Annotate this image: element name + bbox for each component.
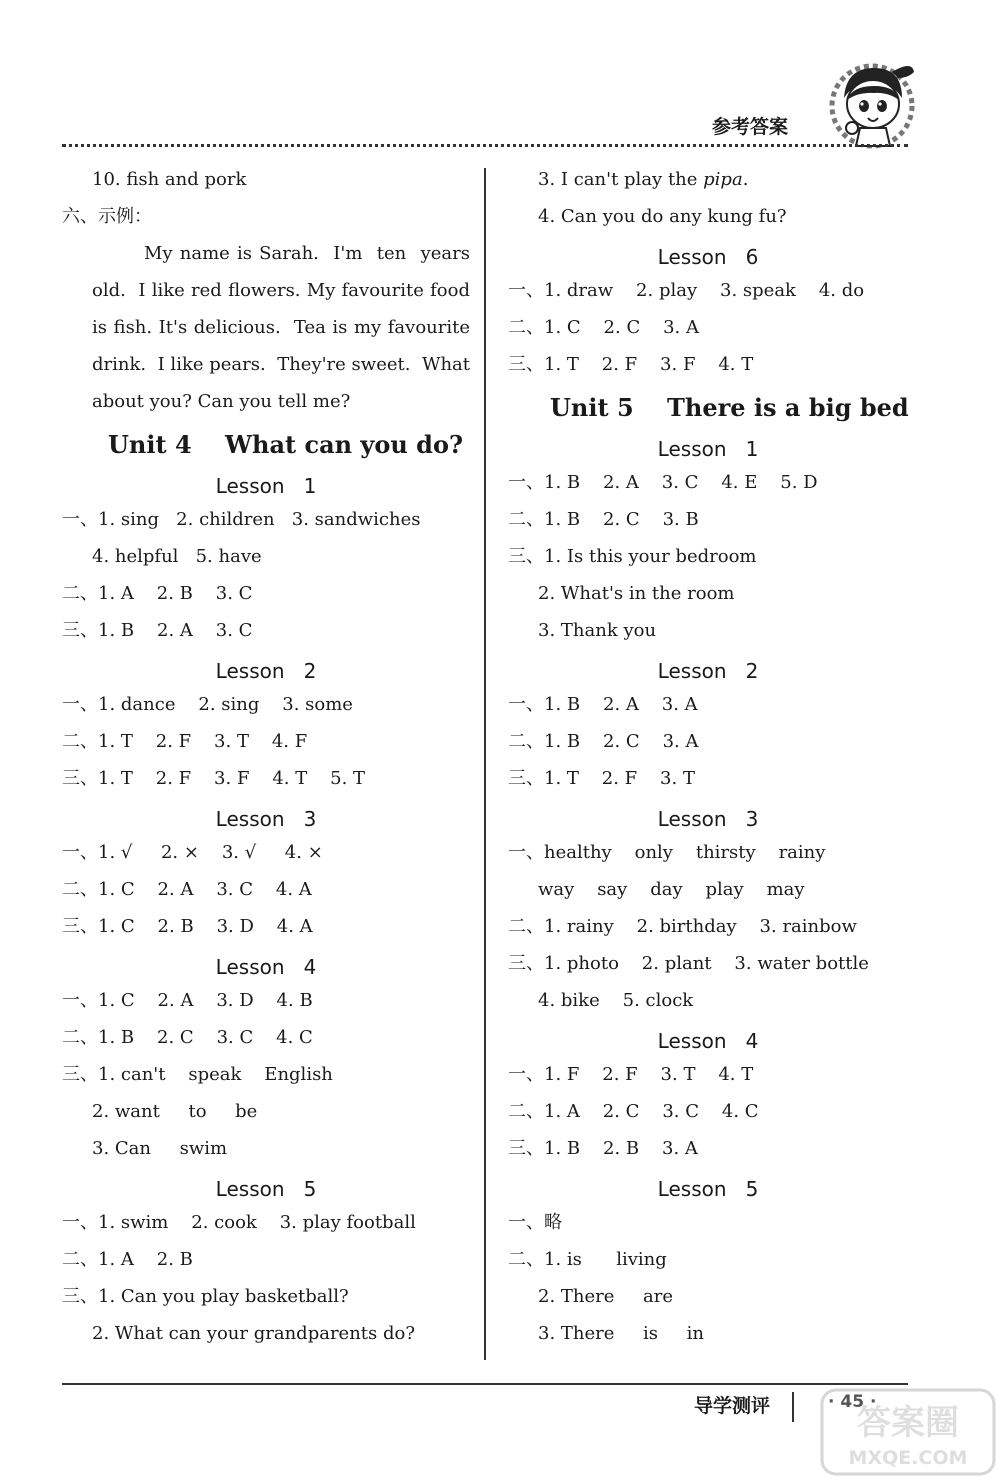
answer-line: 一、1. C 2. A 3. D 4. B: [62, 990, 313, 1011]
answer-line: 3. Thank you: [538, 620, 657, 641]
answer-line: 三、1. T 2. F 3. F 4. T 5. T: [62, 768, 366, 789]
answer-line: 2. What can your grandparents do?: [92, 1323, 416, 1344]
answer-line: 一、1. draw 2. play 3. speak 4. do: [508, 280, 865, 301]
answer-line: 三、1. B 2. B 3. A: [508, 1138, 698, 1159]
lesson-heading: Lesson 6: [657, 245, 759, 269]
answer-line: 三、1. photo 2. plant 3. water bottle: [508, 953, 869, 974]
answer-line: [508, 166, 908, 203]
lesson-heading: Lesson 3: [215, 807, 317, 831]
example-paragraph-line: old. I like red flowers. My favourite food: [92, 280, 470, 301]
watermark-url: MXQE.COM: [848, 1447, 968, 1469]
answer-line: 10. fish and pork: [92, 169, 247, 190]
page-number: · 45 ·: [828, 1392, 877, 1412]
lesson-heading: Lesson 4: [657, 1029, 759, 1053]
answer-line: 2. There are: [538, 1286, 673, 1307]
lesson-heading: Lesson 2: [215, 659, 317, 683]
lesson-heading: Lesson 5: [657, 1177, 759, 1201]
answer-line: 二、1. A 2. C 3. C 4. C: [508, 1101, 759, 1122]
lesson-heading: Lesson 2: [657, 659, 759, 683]
answer-line: 一、healthy only thirsty rainy: [508, 842, 826, 863]
section-heading: 六、示例：: [62, 206, 152, 227]
example-paragraph-line: drink. I like pears. They're sweet. What: [92, 354, 470, 375]
answer-line: 4. Can you do any kung fu?: [538, 206, 787, 227]
lesson-heading: Lesson 1: [657, 437, 759, 461]
unit-5-title: Unit 5 There is a big bed: [550, 393, 909, 422]
answer-line: 一、1. F 2. F 3. T 4. T: [508, 1064, 754, 1085]
answer-line: 一、略: [508, 1212, 562, 1233]
left-column: [62, 166, 470, 1357]
answer-line: 二、1. C 2. A 3. C 4. A: [62, 879, 312, 900]
footer-separator: [792, 1392, 794, 1422]
answer-line: way say day play may: [538, 879, 805, 900]
answer-text: .: [742, 169, 749, 190]
answer-line: 2. What's in the room: [538, 583, 735, 604]
answer-line: 三、1. B 2. A 3. C: [62, 620, 253, 641]
answer-line: 三、1. Can you play basketball?: [62, 1286, 349, 1307]
answer-line: 一、1. B 2. A 3. A: [508, 694, 698, 715]
answer-line: 2. want to be: [92, 1101, 258, 1122]
lesson-heading: Lesson 5: [215, 1177, 317, 1201]
example-paragraph-line: about you? Can you tell me?: [92, 391, 351, 412]
lesson-heading: Lesson 1: [215, 474, 317, 498]
answer-line: 一、1. √ 2. × 3. √ 4. ×: [62, 842, 323, 863]
answer-line: 一、1. dance 2. sing 3. some: [62, 694, 353, 715]
answer-line: 二、1. C 2. C 3. A: [508, 317, 700, 338]
header-title: 参考答案: [712, 116, 789, 138]
answer-text: 3. I can't play the: [538, 169, 704, 190]
answer-line: 一、1. sing 2. children 3. sandwiches: [62, 509, 421, 530]
watermark-text: 答案圈: [857, 1403, 959, 1443]
answer-line: 3. There is in: [538, 1323, 704, 1344]
answer-line: 三、1. C 2. B 3. D 4. A: [62, 916, 313, 937]
answer-line: 一、1. B 2. A 3. C 4. E 5. D: [508, 472, 818, 493]
footer-title: 导学测评: [694, 1395, 771, 1417]
answer-line: 二、1. is living: [508, 1249, 667, 1270]
answer-line: 二、1. B 2. C 3. C 4. C: [62, 1027, 313, 1048]
answer-line: 三、1. T 2. F 3. T: [508, 768, 695, 789]
answer-line: 三、1. can't speak English: [62, 1064, 333, 1085]
footer-rule: [62, 1383, 908, 1385]
example-paragraph-line: My name is Sarah. I'm ten years: [144, 243, 470, 264]
example-paragraph-line: is fish. It's delicious. Tea is my favourite: [92, 317, 470, 338]
answer-italic-word: pipa: [703, 169, 743, 190]
answer-line: 二、1. rainy 2. birthday 3. rainbow: [508, 916, 857, 937]
answer-line: 三、1. T 2. F 3. F 4. T: [508, 354, 754, 375]
answer-line: 二、1. A 2. B: [62, 1249, 193, 1270]
right-column: [508, 166, 908, 1357]
answer-line: 4. bike 5. clock: [538, 990, 694, 1011]
answer-line: 三、1. Is this your bedroom: [508, 546, 757, 567]
lesson-heading: Lesson 3: [657, 807, 759, 831]
answer-line: 一、1. swim 2. cook 3. play football: [62, 1212, 416, 1233]
answer-line: 二、1. B 2. C 3. B: [508, 509, 699, 530]
unit-4-title: Unit 4 What can you do?: [108, 430, 464, 459]
mascot-girl-icon: [822, 58, 922, 150]
answer-line: 二、1. T 2. F 3. T 4. F: [62, 731, 308, 752]
answer-line: 二、1. A 2. B 3. C: [62, 583, 253, 604]
lesson-heading: Lesson 4: [215, 955, 317, 979]
answer-line: 4. helpful 5. have: [92, 546, 262, 567]
answer-line: 3. Can swim: [92, 1138, 228, 1159]
column-divider: [484, 168, 486, 1360]
answer-line: 二、1. B 2. C 3. A: [508, 731, 699, 752]
watermark-logo-icon: [818, 1386, 998, 1478]
header-dotted-rule: [62, 144, 908, 147]
